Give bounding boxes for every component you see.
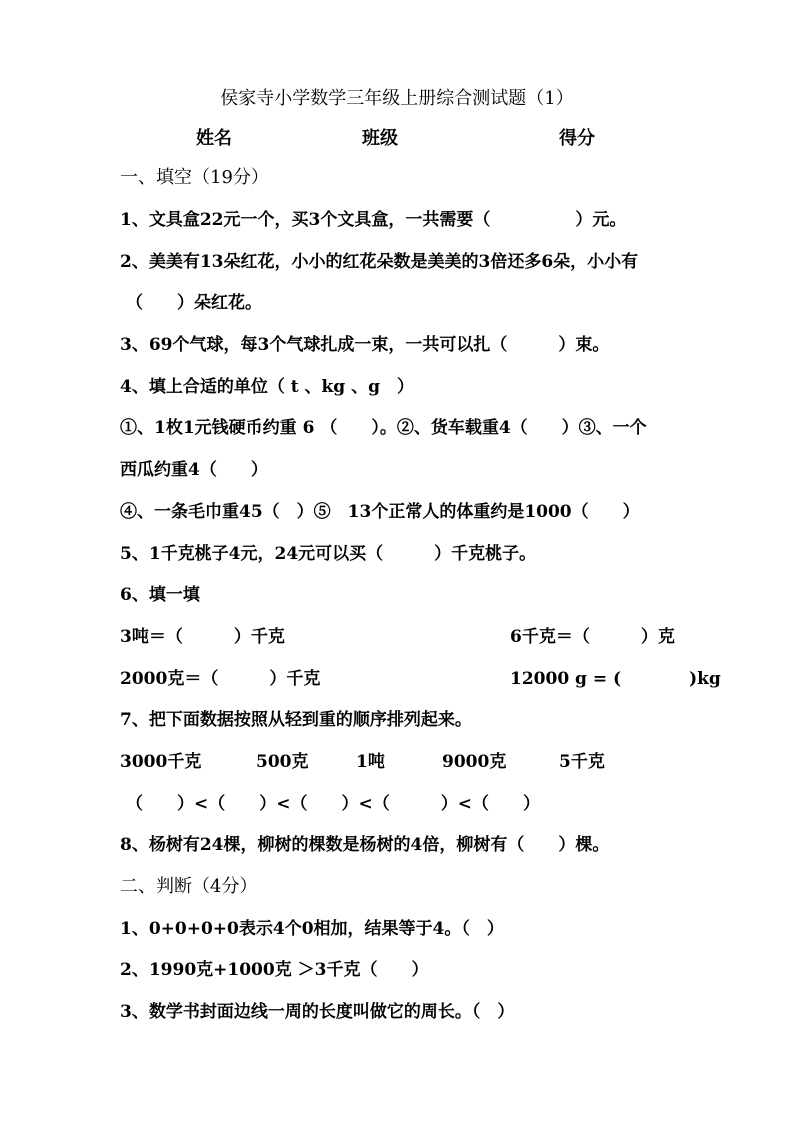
question-4-line2: 西瓜约重4（ ） bbox=[120, 460, 268, 480]
question-6c: 2000克＝（ ）千克 bbox=[120, 669, 321, 689]
question-4-line1: ①、1枚1元钱硬币约重 6 （ ）。②、货车载重4（ ）③、一个 bbox=[120, 418, 647, 438]
question-8: 8、杨树有24棵，柳树的棵数是杨树的4倍，柳树有（ ）棵。 bbox=[120, 835, 610, 855]
judge-question-2: 2、1990克+1000克 ＞3千克（ ） bbox=[120, 960, 429, 980]
q7-item: 9000克 bbox=[442, 752, 507, 772]
name-label: 姓名 bbox=[196, 128, 232, 149]
page-title: 侯家寺小学数学三年级上册综合测试题（1） bbox=[220, 88, 574, 109]
section2-heading: 二、判断（4分） bbox=[120, 876, 258, 897]
question-6d: 12000 g = ( )kg bbox=[510, 669, 721, 689]
question-4-line3: ④、一条毛巾重45（ ）⑤ 13个正常人的体重约是1000（ ） bbox=[120, 502, 640, 522]
score-label: 得分 bbox=[559, 128, 595, 149]
q7-item: 1吨 bbox=[356, 752, 385, 772]
question-5: 5、1千克桃子4元，24元可以买（ ）千克桃子。 bbox=[120, 544, 537, 564]
question-1: 1、文具盒22元一个，买3个文具盒，一共需要（ ）元。 bbox=[120, 210, 627, 230]
class-label: 班级 bbox=[362, 128, 398, 149]
question-7-blanks: （ ）<（ ）<（ ）<（ ）<（ ） bbox=[126, 794, 540, 814]
question-6a: 3吨＝（ ）千克 bbox=[120, 627, 285, 647]
question-2-line2: （ ）朵红花。 bbox=[126, 293, 262, 313]
q7-item: 3000千克 bbox=[120, 752, 202, 772]
q7-item: 500克 bbox=[256, 752, 309, 772]
judge-question-3: 3、数学书封面边线一周的长度叫做它的周长。（ ） bbox=[120, 1002, 515, 1022]
question-6b: 6千克＝（ ）克 bbox=[510, 627, 675, 647]
question-3: 3、69个气球，每3个气球扎成一束，一共可以扎（ ）束。 bbox=[120, 335, 610, 355]
q7-item: 5千克 bbox=[559, 752, 605, 772]
question-2-line1: 2、美美有13朵红花，小小的红花朵数是美美的3倍还多6朵，小小有 bbox=[120, 252, 639, 272]
question-6: 6、填一填 bbox=[120, 585, 200, 605]
question-4: 4、填上合适的单位（ t 、kg 、g ） bbox=[120, 377, 414, 397]
question-7: 7、把下面数据按照从轻到重的顺序排列起来。 bbox=[120, 710, 472, 730]
section1-heading: 一、填空（19分） bbox=[120, 167, 269, 188]
judge-question-1: 1、0+0+0+0表示4个0相加，结果等于4。（ ） bbox=[120, 919, 504, 939]
